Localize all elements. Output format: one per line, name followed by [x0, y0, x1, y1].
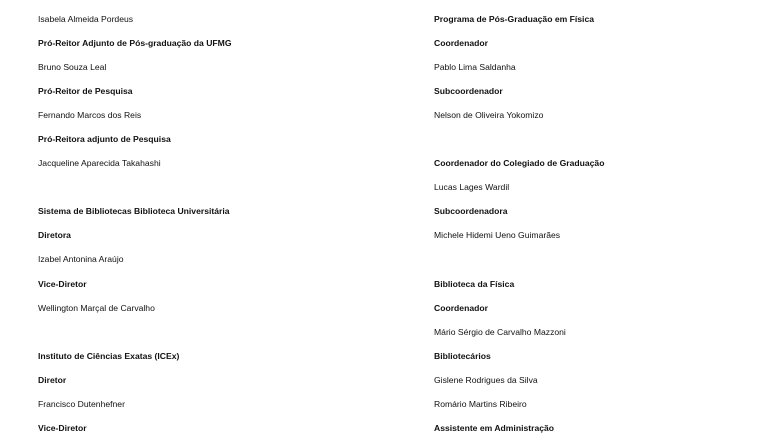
spacer-line [38, 175, 398, 199]
right-column [434, 0, 764, 440]
role-heading: Diretor [38, 374, 67, 385]
person-name: Michele Hidemi Ueno Guimarães [434, 230, 561, 241]
role-heading: Bibliotecários [434, 350, 491, 361]
role-heading: Subcoordenadora [434, 206, 508, 217]
spacer-line [434, 247, 764, 271]
role-heading: Biblioteca da Física [434, 278, 515, 289]
role-heading: Diretora [38, 230, 71, 241]
role-heading: Assistente em Administração [434, 423, 555, 434]
person-name: Romário Martins Ribeiro [434, 399, 527, 409]
role-heading: Subcoordenador [434, 85, 503, 96]
spacer-line [434, 127, 764, 151]
role-heading: Pró-Reitora adjunto de Pesquisa [38, 133, 171, 144]
role-heading: Pró-Reitor de Pesquisa [38, 85, 133, 96]
person-name: Mário Sérgio de Carvalho Mazzoni [434, 326, 566, 337]
person-name: Pablo Lima Saldanha [434, 61, 516, 72]
role-heading: Coordenador [434, 37, 488, 48]
role-heading: Vice-Diretor [38, 278, 87, 289]
person-name: Jacqueline Aparecida Takahashi [38, 158, 161, 169]
role-heading: Pró-Reitor Adjunto de Pós-graduação da UFMG [38, 37, 232, 48]
person-name: Isabela Almeida Pordeus [38, 13, 134, 24]
person-name: Bruno Souza Leal [38, 61, 107, 72]
person-name: Gislene Rodrigues da Silva [434, 374, 538, 385]
person-name: Fernando Marcos dos Reis [38, 109, 142, 120]
left-column [38, 0, 398, 440]
role-heading: Sistema de Bibliotecas Biblioteca Universitária [38, 206, 230, 217]
role-heading: Vice-Diretor [38, 423, 87, 434]
person-name: Izabel Antonina Araújo [38, 254, 124, 265]
role-heading: Coordenador [434, 302, 488, 313]
role-heading: Coordenador do Colegiado de Graduação [434, 158, 605, 169]
person-name: Nelson de Oliveira Yokomizo [434, 109, 544, 120]
person-name: Wellington Marçal de Carvalho [38, 302, 155, 313]
spacer-line [38, 320, 398, 344]
person-name: Francisco Dutenhefner [38, 399, 125, 409]
role-heading: Programa de Pós-Graduação em Física [434, 13, 594, 24]
role-heading: Instituto de Ciências Exatas (ICEx) [38, 350, 180, 361]
person-name: Lucas Lages Wardil [434, 182, 510, 193]
